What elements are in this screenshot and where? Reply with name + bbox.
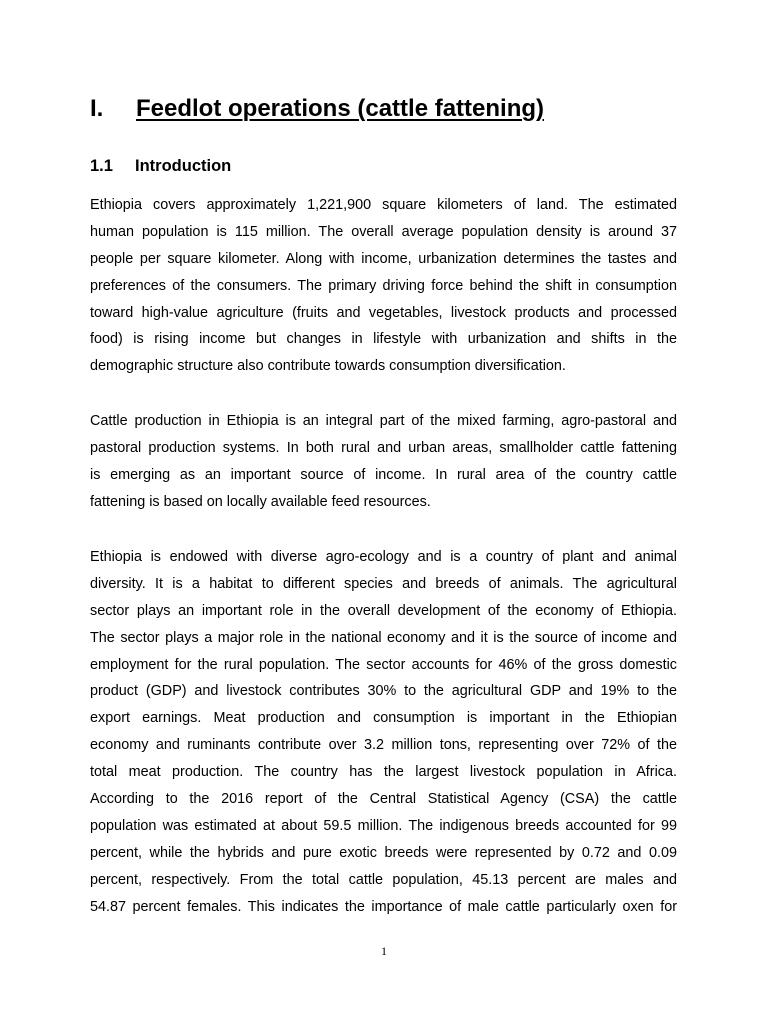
- text-line: The sector plays a major role in the national economy and it is the source of income and: [90, 629, 677, 646]
- paragraph-cattle-production: [90, 408, 677, 516]
- text-line: percent, while the hybrids and pure exotic breeds were represented by 0.72 and 0.09: [90, 844, 677, 861]
- text-line: product (GDP) and livestock contributes 30% to the agricultural GDP and 19% to the: [90, 683, 677, 700]
- text-line: toward high-value agriculture (fruits and vegetables, livestock products and processed: [90, 304, 677, 321]
- chapter-number: I.: [90, 95, 104, 122]
- paragraph-introduction: [90, 192, 677, 380]
- text-line: is emerging as an important source of income. In rural area of the country cattle: [90, 466, 677, 483]
- section-title: Introduction: [135, 157, 232, 175]
- text-line: preferences of the consumers. The primary driving force behind the shift in consumption: [90, 277, 677, 294]
- text-line: people per square kilometer. Along with income, urbanization determines the tastes and: [90, 250, 677, 267]
- chapter-heading: [90, 92, 690, 128]
- text-line: demographic structure also contribute towards consumption diversification.: [90, 358, 566, 375]
- text-line: Ethiopia covers approximately 1,221,900 square kilometers of land. The estimated: [90, 197, 677, 213]
- text-line: total meat production. The country has the largest livestock population in Africa.: [90, 764, 677, 781]
- text-line: food) is rising income but changes in lifestyle with urbanization and shifts in the: [90, 331, 677, 348]
- text-line: export earnings. Meat production and consumption is important in the Ethiopian: [90, 710, 677, 727]
- text-line: diversity. It is a habitat to different species and breeds of animals. The agricultural: [90, 575, 677, 592]
- text-line: Ethiopia is endowed with diverse agro-ecology and is a country of plant and animal: [90, 549, 677, 565]
- text-line: percent, respectively. From the total cattle population, 45.13 percent are males and: [90, 871, 677, 888]
- page-number: 1: [381, 944, 387, 958]
- text-line: pastoral production systems. In both rural and urban areas, smallholder cattle fattening: [90, 439, 677, 456]
- text-line: fattening is based on locally available feed resources.: [90, 493, 431, 510]
- chapter-title: Feedlot operations (cattle fattening): [136, 95, 545, 122]
- text-line: population was estimated at about 59.5 million. The indigenous breeds accounted for 99: [90, 817, 677, 834]
- text-line: sector plays an important role in the overall development of the economy of Ethiopia.: [90, 602, 677, 619]
- section-number: 1.1: [90, 157, 113, 175]
- text-line: human population is 115 million. The overall average population density is around 37: [90, 223, 677, 240]
- paragraph-agro-ecology: [90, 544, 677, 920]
- text-line: employment for the rural population. The sector accounts for 46% of the gross domestic: [90, 656, 677, 673]
- text-line: Cattle production in Ethiopia is an integral part of the mixed farming, agro-pastoral and: [90, 413, 677, 429]
- text-line: 54.87 percent females. This indicates the importance of male cattle particularly oxen for: [90, 898, 677, 915]
- text-line: economy and ruminants contribute over 3.2 million tons, representing over 72% of the: [90, 737, 677, 754]
- section-heading: [90, 154, 690, 178]
- text-line: According to the 2016 report of the Central Statistical Agency (CSA) the cattle: [90, 791, 677, 808]
